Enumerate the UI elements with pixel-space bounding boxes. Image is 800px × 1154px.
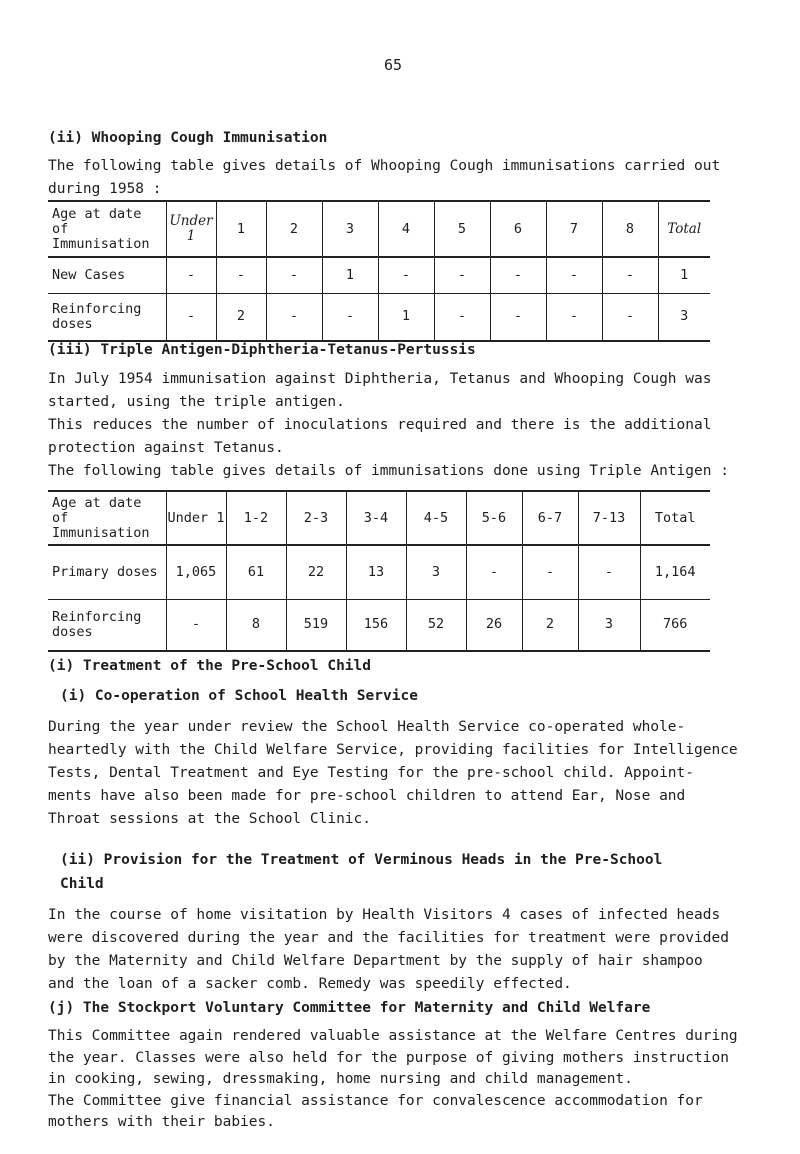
whooping-intro-line: during 1958 : (48, 181, 162, 197)
table-cell: - (522, 545, 578, 599)
table-cell: 22 (286, 545, 346, 599)
table-cell: - (490, 257, 546, 293)
row-label: Primary doses (48, 545, 166, 599)
column-header: 1 (216, 201, 266, 257)
column-header: 3 (322, 201, 378, 257)
table-cell: - (578, 545, 640, 599)
paragraph-line: heartedly with the Child Welfare Service, providing facilities for Intelligence (48, 742, 738, 758)
table-cell: - (546, 293, 602, 341)
table-cell: - (166, 293, 216, 341)
table-cell: 1 (378, 293, 434, 341)
table-cell: - (434, 257, 490, 293)
triple-table (48, 490, 710, 652)
table-cell: - (602, 293, 658, 341)
table-cell: 1 (658, 257, 710, 293)
table-cell: 1 (322, 257, 378, 293)
table-cell: - (466, 545, 522, 599)
paragraph-line: were discovered during the year and the facilities for treatment were provided (48, 930, 729, 946)
column-header: 7-13 (578, 491, 640, 545)
table-cell: 3 (578, 599, 640, 651)
whooping-intro-line: The following table gives details of Whooping Cough immunisations carried out (48, 158, 721, 174)
row-label: Reinforcing doses (48, 599, 166, 651)
table-row (48, 599, 710, 651)
column-header: 5-6 (466, 491, 522, 545)
table-cell: - (434, 293, 490, 341)
column-header: 6 (490, 201, 546, 257)
column-header: 4-5 (406, 491, 466, 545)
paragraph-line: During the year under review the School Health Service co-operated whole- (48, 719, 686, 735)
paragraph-line: This Committee again rendered valuable assistance at the Welfare Centres during (48, 1028, 738, 1044)
paragraph-line: The Committee give financial assistance for convalescence accommodation for (48, 1092, 703, 1109)
table-cell: - (378, 257, 434, 293)
verminous-heading-cont: Child (60, 876, 104, 892)
stockport-paragraph (48, 1026, 738, 1134)
whooping-table (48, 200, 710, 342)
paragraph-line: mothers with their babies. (48, 1114, 275, 1130)
table-row (48, 545, 710, 599)
table-cell: - (216, 257, 266, 293)
column-header: Under 1 (166, 491, 226, 545)
verminous-heading: (ii) Provision for the Treatment of Verminous Heads in the Pre-School (60, 852, 663, 868)
table-cell: 1,164 (640, 545, 710, 599)
treatment-heading: (i) Treatment of the Pre-School Child (48, 658, 372, 674)
table-cell: 156 (346, 599, 406, 651)
verminous-paragraph (48, 904, 729, 996)
table-cell: 1,065 (166, 545, 226, 599)
column-header: Total (658, 201, 710, 257)
table-cell: - (166, 599, 226, 651)
table-cell: 8 (226, 599, 286, 651)
row-label: New Cases (48, 257, 166, 293)
paragraph-line: the year. Classes were also held for the purpose of giving mothers instruction (48, 1049, 729, 1066)
table-cell: - (166, 257, 216, 293)
column-header: 8 (602, 201, 658, 257)
paragraph-line: protection against Tetanus. (48, 440, 284, 456)
table-cell: 2 (216, 293, 266, 341)
whooping-heading: (ii) Whooping Cough Immunisation (48, 130, 328, 146)
table-cell: - (546, 257, 602, 293)
paragraph-line: by the Maternity and Child Welfare Department by the supply of hair shampoo (48, 953, 703, 969)
paragraph-line: Throat sessions at the School Clinic. (48, 811, 372, 827)
column-header: 3-4 (346, 491, 406, 545)
table-row (48, 293, 710, 341)
paragraph-line: in cooking, sewing, dressmaking, home nursing and child management. (48, 1071, 633, 1087)
column-header: 2 (266, 201, 322, 257)
table-cell: 3 (658, 293, 710, 341)
triple-heading: (iii) Triple Antigen-Diphtheria-Tetanus-Pertussis (48, 342, 476, 358)
column-header: Age at date of Immunisation (48, 201, 166, 257)
column-header: 5 (434, 201, 490, 257)
column-header: 2-3 (286, 491, 346, 545)
column-header: Age at date of Immunisation (48, 491, 166, 545)
table-cell: 26 (466, 599, 522, 651)
cooperation-heading: (i) Co-operation of School Health Service (60, 688, 418, 704)
table-cell: 3 (406, 545, 466, 599)
table-cell: - (266, 257, 322, 293)
paragraph-line: In July 1954 immunisation against Diphtheria, Tetanus and Whooping Cough was (48, 371, 712, 387)
paragraph-line: ments have also been made for pre-school children to attend Ear, Nose and (48, 788, 686, 804)
table-row (48, 257, 710, 293)
column-header: 6-7 (522, 491, 578, 545)
table-cell: - (490, 293, 546, 341)
stockport-heading: (j) The Stockport Voluntary Committee for Maternity and Child Welfare (48, 1000, 651, 1016)
table-cell: 766 (640, 599, 710, 651)
table-cell: - (266, 293, 322, 341)
paragraph-line: started, using the triple antigen. (48, 394, 345, 410)
cooperation-paragraph (48, 716, 738, 831)
paragraph-line: This reduces the number of inoculations required and there is the additional (48, 417, 712, 433)
table-cell: - (322, 293, 378, 341)
paragraph-line: Tests, Dental Treatment and Eye Testing for the pre-school child. Appoint- (48, 765, 695, 781)
column-header: 1-2 (226, 491, 286, 545)
table-cell: 52 (406, 599, 466, 651)
table-cell: 519 (286, 599, 346, 651)
whooping-intro (48, 155, 720, 201)
table-cell: 2 (522, 599, 578, 651)
column-header: Under 1 (166, 201, 216, 257)
paragraph-line: In the course of home visitation by Health Visitors 4 cases of infected heads (48, 907, 721, 923)
column-header: 7 (546, 201, 602, 257)
column-header: 4 (378, 201, 434, 257)
row-label: Reinforcing doses (48, 293, 166, 341)
table-cell: - (602, 257, 658, 293)
column-header: Total (640, 491, 710, 545)
table-cell: 61 (226, 545, 286, 599)
paragraph-line: and the loan of a sacker comb. Remedy was speedily effected. (48, 976, 572, 992)
paragraph-line: The following table gives details of immunisations done using Triple Antigen : (48, 463, 729, 479)
triple-paragraph (48, 368, 729, 483)
page-number: 65 (384, 56, 403, 74)
table-cell: 13 (346, 545, 406, 599)
